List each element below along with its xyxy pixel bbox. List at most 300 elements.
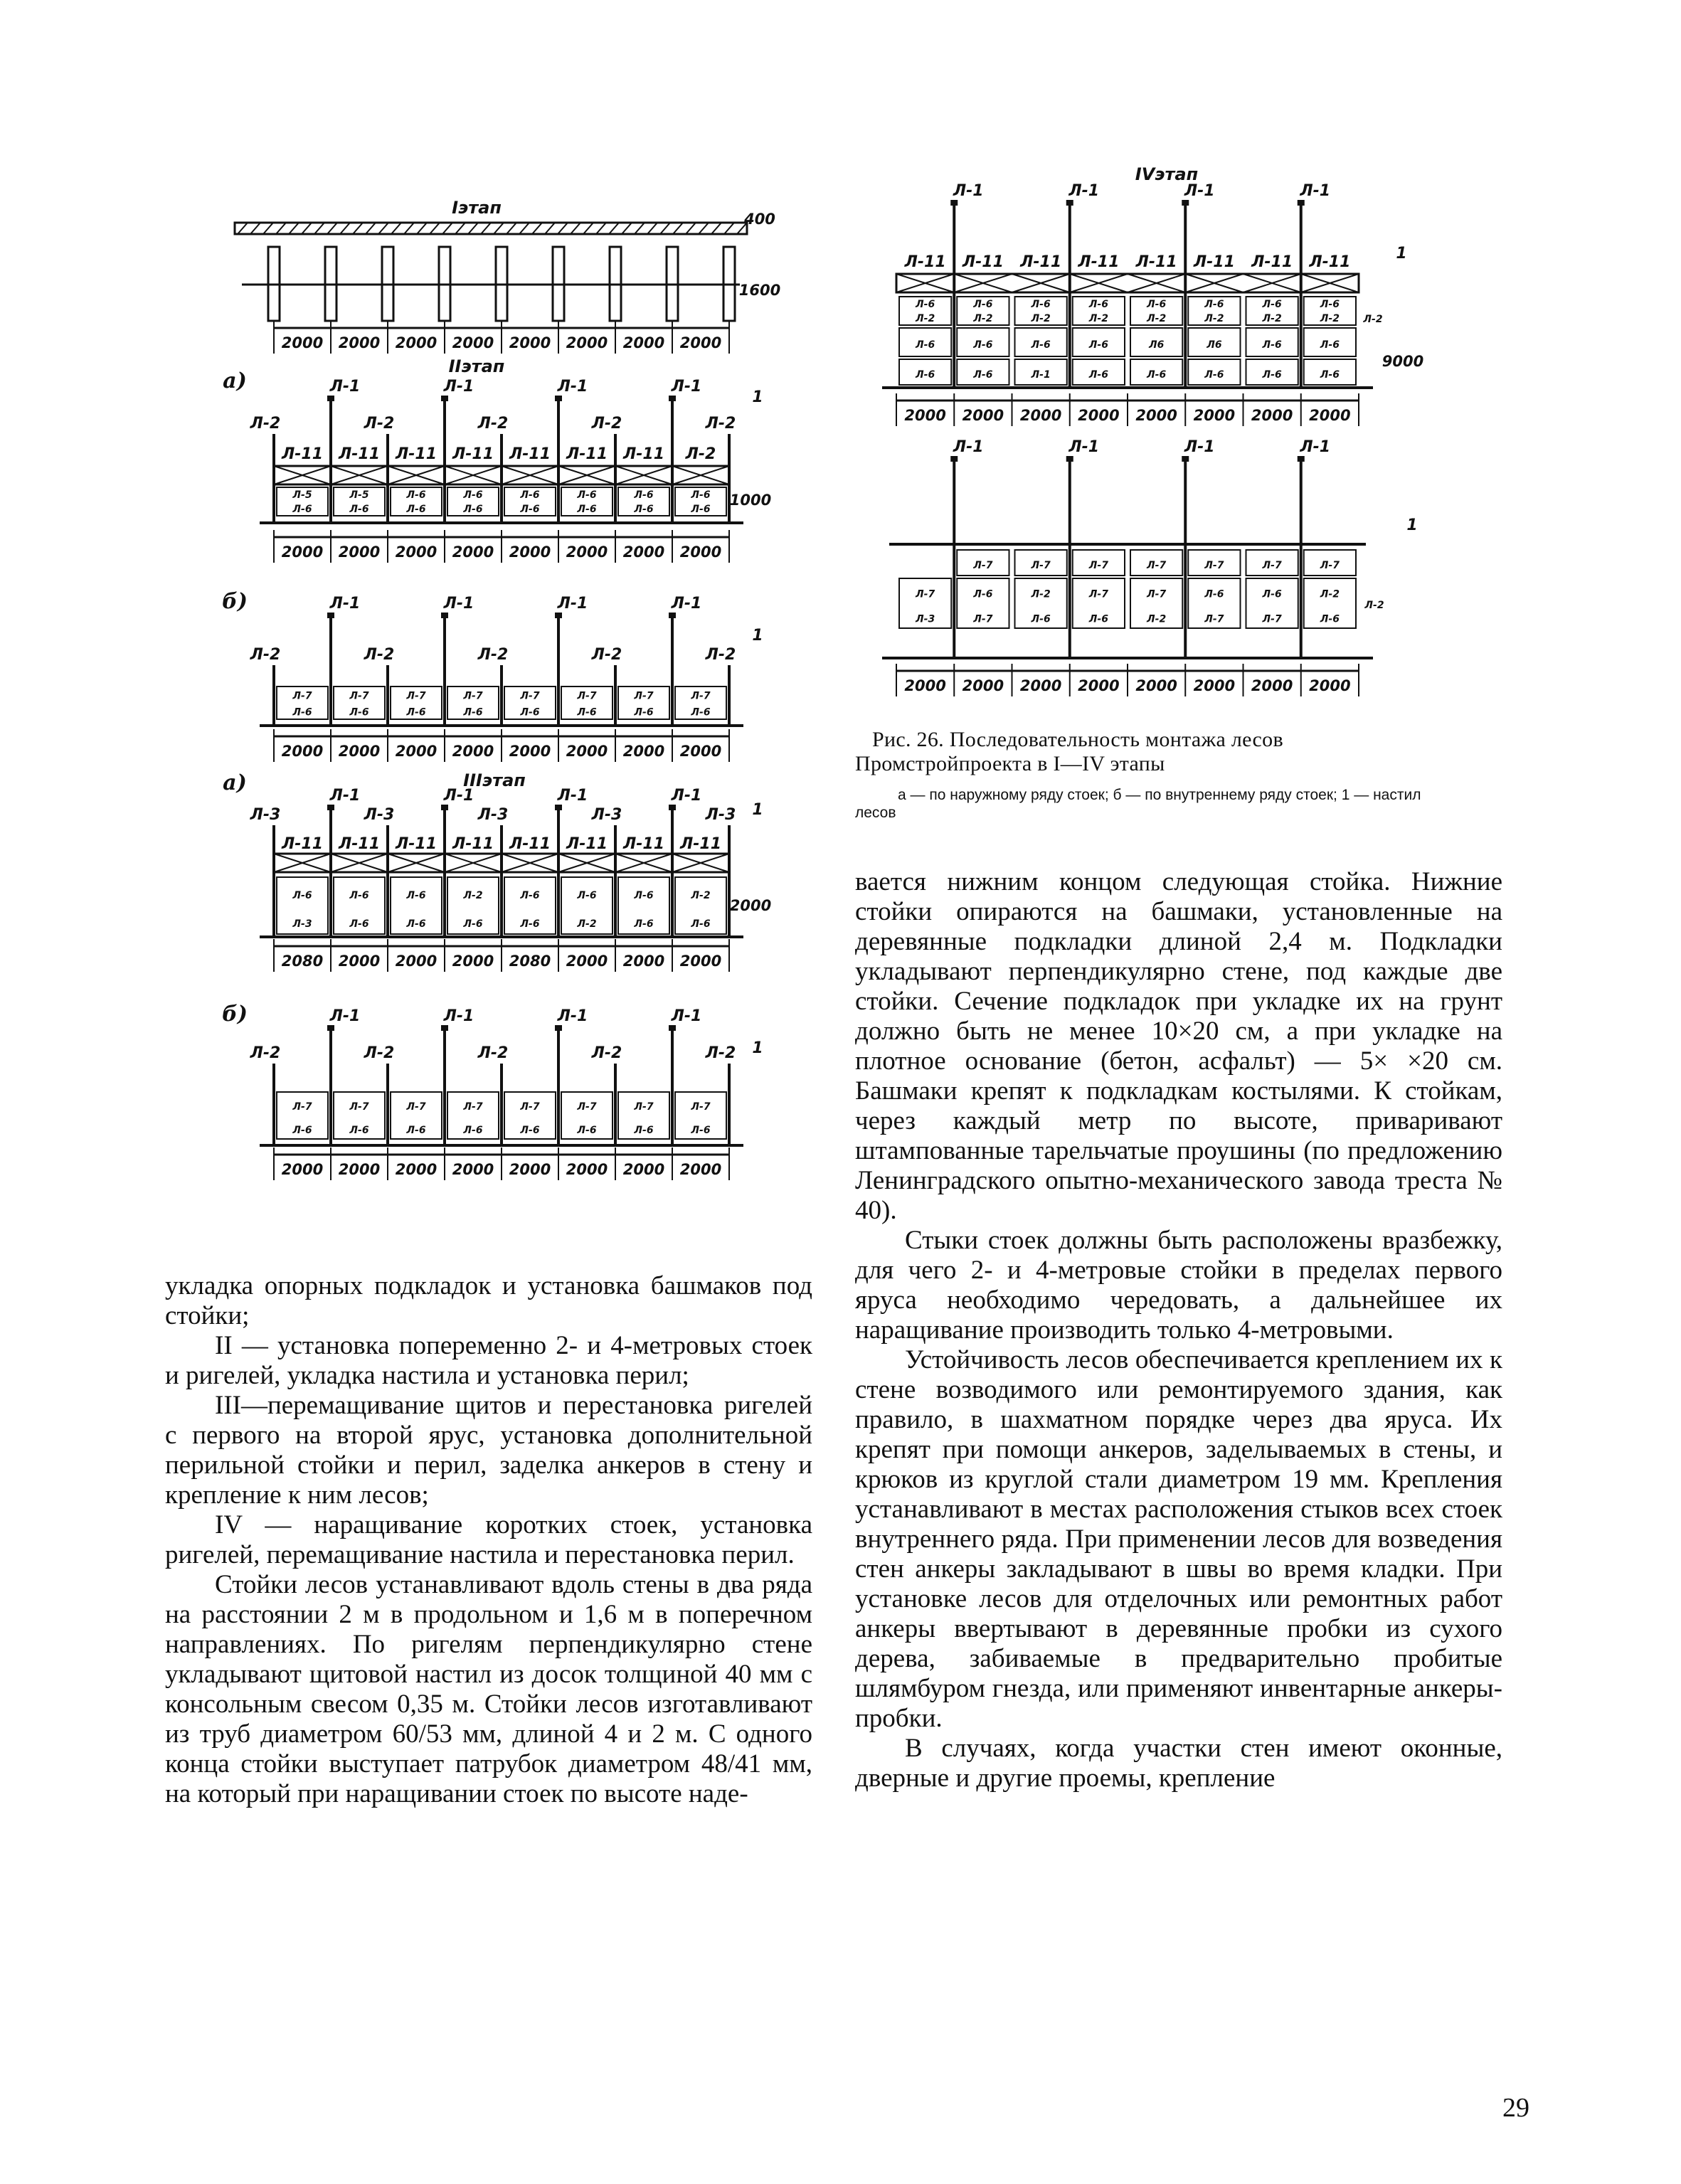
paragraph: В случаях, когда участки стен имеют оконные, дверные и другие проемы, крепление bbox=[855, 1734, 1502, 1793]
dim-value: 2000 bbox=[962, 677, 1004, 694]
dim-value: 2000 bbox=[338, 334, 381, 351]
figure-right-stage4 bbox=[861, 160, 1451, 715]
paragraph: IV — наращивание коротких стоек, установка ригелей, перемащивание настила и перестановка перил. bbox=[165, 1510, 812, 1569]
dim-value: 2000 bbox=[622, 953, 665, 970]
wall-hatch bbox=[468, 223, 478, 234]
post-cap bbox=[1298, 200, 1305, 206]
post-label: Л-1 bbox=[671, 1007, 702, 1025]
bay-label: Л-3 bbox=[916, 613, 935, 625]
post-cap bbox=[441, 1025, 448, 1031]
variant-label-b: б) bbox=[222, 589, 248, 614]
caption-title: Рис. 26. Последовательность монтажа лесов Промстройпроекта в I—IV этапы bbox=[855, 728, 1283, 775]
beam-label: Л-11 bbox=[622, 835, 665, 853]
rail-label: Л-2 bbox=[364, 1044, 395, 1062]
beam-label: Л-11 bbox=[622, 445, 665, 463]
rail-label: Л-2 bbox=[591, 415, 622, 433]
post-label: Л-1 bbox=[671, 787, 702, 805]
wall-hatch bbox=[558, 223, 568, 234]
beam-label: Л-11 bbox=[1020, 253, 1062, 271]
wall-hatch bbox=[404, 223, 414, 234]
dim-value: 2000 bbox=[452, 953, 494, 970]
bay-label: Л-6 bbox=[916, 299, 935, 310]
post-cap bbox=[1066, 456, 1073, 462]
post-cap bbox=[327, 805, 334, 810]
bay-label: Л-6 bbox=[463, 489, 483, 501]
bay-label: Л-6 bbox=[691, 489, 711, 501]
post-label: Л-1 bbox=[953, 438, 984, 456]
wall-hatch bbox=[545, 223, 555, 234]
dim-value: 2000 bbox=[452, 544, 494, 561]
bay-label: Л-6 bbox=[1204, 299, 1224, 310]
bay-label: Л-6 bbox=[406, 1124, 426, 1136]
bay-label: Л-6 bbox=[520, 489, 540, 501]
figure-caption bbox=[855, 728, 1424, 822]
bay-label: Л-6 bbox=[634, 1124, 654, 1136]
post-label: Л-1 bbox=[1300, 182, 1331, 200]
wall-hatch-band bbox=[235, 223, 747, 234]
callout-1: 1 bbox=[752, 627, 763, 645]
wall-hatch bbox=[327, 223, 337, 234]
dim-value: 2000 bbox=[679, 544, 722, 561]
post-cap bbox=[327, 1025, 334, 1031]
post-cap bbox=[441, 396, 448, 401]
bay-label: Л-6 bbox=[634, 918, 654, 930]
bay-label: Л-7 bbox=[1088, 560, 1108, 571]
caption-legend: а — по наружному ряду стоек; б — по внутреннему ряду стоек; 1 — настил лесов bbox=[855, 787, 1421, 821]
bay-label: Л-6 bbox=[577, 489, 597, 501]
post-label: Л-1 bbox=[443, 378, 474, 396]
dim-value: 2000 bbox=[338, 743, 381, 760]
beam-label: Л-11 bbox=[281, 835, 324, 853]
bay-label: Л-6 bbox=[577, 706, 597, 719]
bay-label: Л-6 bbox=[463, 1124, 483, 1136]
bay-label: Л-6 bbox=[1147, 369, 1167, 381]
dim-value: 2000 bbox=[395, 953, 438, 970]
post-label: Л-1 bbox=[329, 378, 361, 396]
bay-label: Л-6 bbox=[1320, 299, 1340, 310]
bay-label: Л-6 bbox=[916, 369, 935, 381]
bay-label: Л-6 bbox=[349, 504, 369, 515]
wall-hatch bbox=[660, 223, 670, 234]
bay-label: Л-2 bbox=[1031, 588, 1051, 600]
wall-hatch bbox=[571, 223, 580, 234]
bay-label: Л-7 bbox=[916, 588, 935, 600]
variant-label-b: б) bbox=[222, 1002, 248, 1027]
post-label: Л-1 bbox=[557, 787, 588, 805]
post-cap bbox=[1298, 456, 1305, 462]
bay-label: Л-6 bbox=[349, 706, 369, 719]
post-label: Л-1 bbox=[1300, 438, 1331, 456]
dim-value: 2000 bbox=[1135, 677, 1177, 694]
bay-label: Л-7 bbox=[292, 690, 312, 702]
bay-label: Л6 bbox=[1148, 339, 1165, 351]
dim-value: 2080 bbox=[509, 953, 551, 970]
dim-value: 2000 bbox=[679, 953, 722, 970]
wall-hatch bbox=[583, 223, 593, 234]
post-label: Л-1 bbox=[671, 595, 702, 613]
wall-hatch bbox=[635, 223, 645, 234]
bay-label: Л-6 bbox=[1088, 299, 1108, 310]
paragraph: III—перемащивание щитов и перестановка ригелей с первого на второй ярус, установка дополнительной перильной стойки и перил, заделка анкеров в стену и крепление к ним лесов; bbox=[165, 1391, 812, 1510]
bay-label: Л-7 bbox=[1031, 560, 1051, 571]
bay-label: Л-6 bbox=[1031, 299, 1051, 310]
bay-label: Л-6 bbox=[916, 339, 935, 351]
bay-label: Л-2 bbox=[1147, 313, 1167, 324]
dim-value: 2000 bbox=[338, 544, 381, 561]
dim-value: 2000 bbox=[1309, 407, 1351, 424]
dim-value: 2000 bbox=[509, 544, 551, 561]
paragraph: Устойчивость лесов обеспечивается креплением их к стене возводимого или ремонтируемого здания, как правило, в шахматном порядке через два яруса. Их крепят при помощи анкеров, заделываемых в стены, и крюков из круглой стали диаметром 19 мм. Крепления устанавливают в местах расположения стыков всех стоек внутреннего ряда. При применении лесов для возведения стен анкеры закладывают в швы во время кладки. При установке лесов для отделочных или ремонтных работ анкеры ввертывают в деревянные пробки из сухого дерева, забиваемые в предварительно пробитые шлямбуром гнезда, или применяют инвентарные анкеры-пробки. bbox=[855, 1345, 1502, 1733]
wall-hatch bbox=[519, 223, 529, 234]
side-label: Л-2 bbox=[1364, 600, 1384, 611]
bay-label: Л-7 bbox=[292, 1101, 312, 1113]
wall-hatch bbox=[455, 223, 465, 234]
bay-label: Л-6 bbox=[1204, 369, 1224, 381]
left-stage-drawings bbox=[222, 198, 780, 1180]
wall-hatch bbox=[724, 223, 734, 234]
rail-label: Л-2 bbox=[477, 646, 509, 664]
bay-label: Л-6 bbox=[520, 918, 540, 930]
bay-label: Л-6 bbox=[1262, 369, 1282, 381]
post-label: Л-1 bbox=[557, 595, 588, 613]
beam-label: Л-11 bbox=[566, 445, 608, 463]
bay-label: Л-2 bbox=[577, 918, 597, 930]
bay-label: Л-7 bbox=[1088, 588, 1108, 600]
bay-label: Л-6 bbox=[691, 1124, 711, 1136]
bay-label: Л-7 bbox=[634, 690, 654, 702]
page-number: 29 bbox=[1502, 2093, 1529, 2123]
bay-label: Л-7 bbox=[349, 1101, 369, 1113]
post-label: Л-1 bbox=[329, 1007, 361, 1025]
bay-label: Л-6 bbox=[1320, 613, 1340, 625]
rail-label: Л-3 bbox=[591, 806, 622, 824]
wall-hatch bbox=[686, 223, 696, 234]
dim-value: 2000 bbox=[395, 743, 438, 760]
bay-label: Л-7 bbox=[691, 690, 711, 702]
bay-label: Л-2 bbox=[1320, 313, 1340, 324]
post-label: Л-1 bbox=[443, 1007, 474, 1025]
dim-value: 2000 bbox=[622, 334, 665, 351]
beam-label: Л-11 bbox=[395, 835, 438, 853]
bay-label: Л-6 bbox=[1262, 339, 1282, 351]
wall-hatch bbox=[302, 223, 312, 234]
wall-hatch bbox=[263, 223, 273, 234]
bay-label: Л-6 bbox=[577, 890, 597, 901]
bay-label: Л-6 bbox=[1147, 299, 1167, 310]
dim-value: 2000 bbox=[452, 743, 494, 760]
paragraph: II — установка попеременно 2- и 4-метровых стоек и ригелей, укладка настила и установка перил; bbox=[165, 1331, 812, 1390]
dim-stage1-side: 1600 bbox=[738, 282, 781, 299]
bay-label: Л-6 bbox=[691, 918, 711, 930]
post-cap bbox=[950, 200, 958, 206]
bay-label: Л-7 bbox=[973, 613, 993, 625]
dim-value: 2000 bbox=[395, 334, 438, 351]
bay-label: Л-6 bbox=[1031, 339, 1051, 351]
bay-label: Л-6 bbox=[292, 706, 312, 719]
wall-hatch bbox=[276, 223, 286, 234]
bay-label: Л-6 bbox=[292, 504, 312, 515]
bay-label: Л-6 bbox=[973, 369, 993, 381]
bay-label: Л-6 bbox=[1031, 613, 1051, 625]
bay-label: Л-7 bbox=[1262, 613, 1282, 625]
dim-value: 2000 bbox=[452, 334, 494, 351]
deck-frame bbox=[896, 274, 1359, 292]
post-cap bbox=[441, 805, 448, 810]
rail-label: Л-3 bbox=[364, 806, 395, 824]
bay-label: Л-6 bbox=[463, 504, 483, 515]
dim-value: 2000 bbox=[622, 1161, 665, 1178]
dim-value: 2000 bbox=[679, 334, 722, 351]
dim-value: 2000 bbox=[1019, 407, 1062, 424]
bay-label: Л-7 bbox=[1147, 588, 1167, 600]
bay-label: Л-6 bbox=[520, 890, 540, 901]
wall-hatch bbox=[238, 223, 248, 234]
wall-hatch bbox=[289, 223, 299, 234]
post-label: Л-1 bbox=[443, 595, 474, 613]
dim-value: 2000 bbox=[566, 334, 608, 351]
post-label: Л-1 bbox=[329, 595, 361, 613]
bay-label: Л-2 bbox=[916, 313, 935, 324]
stage-label-3: IIIэтап bbox=[463, 770, 526, 790]
paragraph: Стыки стоек должны быть расположены вразбежку, для чего 2- и 4-метровые стойки в пределах первого яруса необходимо чередовать, а дальнейшее их наращивание производить только 4-метровыми. bbox=[855, 1226, 1502, 1345]
post-label: Л-1 bbox=[557, 1007, 588, 1025]
dim-value: 2000 bbox=[509, 1161, 551, 1178]
post-cap bbox=[555, 396, 562, 401]
bay-label: Л-6 bbox=[1262, 588, 1282, 600]
dim-value: 2000 bbox=[338, 953, 381, 970]
callout-1: 1 bbox=[752, 1039, 763, 1057]
callout-1: 1 bbox=[1396, 245, 1407, 263]
dim-value: 2000 bbox=[1019, 677, 1062, 694]
rail-label: Л-3 bbox=[250, 806, 281, 824]
variant-label-a: а) bbox=[223, 770, 247, 795]
rail-label: Л-2 bbox=[364, 646, 395, 664]
callout-1: 1 bbox=[752, 388, 763, 406]
wall-hatch bbox=[391, 223, 401, 234]
dim-value: 2000 bbox=[1078, 677, 1120, 694]
wall-hatch bbox=[494, 223, 504, 234]
wall-hatch bbox=[507, 223, 516, 234]
bay-label: Л-2 bbox=[1262, 313, 1282, 324]
bay-label: Л-7 bbox=[577, 1101, 597, 1113]
post-cap bbox=[1182, 456, 1189, 462]
bay-label: Л-7 bbox=[1204, 613, 1224, 625]
beam-label: Л-11 bbox=[1078, 253, 1120, 271]
variant-label-a: а) bbox=[223, 369, 247, 393]
bay-label: Л-6 bbox=[520, 1124, 540, 1136]
dim-stage3-side: 2000 bbox=[729, 897, 772, 914]
wall-hatch bbox=[481, 223, 491, 234]
dim-value: 2000 bbox=[1251, 407, 1293, 424]
dim-value: 2000 bbox=[566, 953, 608, 970]
post-cap bbox=[950, 456, 958, 462]
dim-value: 2000 bbox=[1078, 407, 1120, 424]
wall-hatch bbox=[340, 223, 350, 234]
bay-label: Л-2 bbox=[1320, 588, 1340, 600]
wall-hatch bbox=[442, 223, 452, 234]
rail-label: Л-2 bbox=[705, 646, 736, 664]
dim-value: 2080 bbox=[281, 953, 324, 970]
bay-label: Л-6 bbox=[1204, 588, 1224, 600]
beam-label: Л-11 bbox=[1309, 253, 1351, 271]
bay-label: Л-6 bbox=[349, 1124, 369, 1136]
post-cap bbox=[555, 805, 562, 810]
post-label: Л-1 bbox=[953, 182, 984, 200]
bay-label: Л-7 bbox=[577, 690, 597, 702]
post-cap bbox=[1182, 200, 1189, 206]
bay-label: Л-6 bbox=[406, 504, 426, 515]
bay-label: Л-2 bbox=[973, 313, 993, 324]
dim-value: 2000 bbox=[622, 743, 665, 760]
beam-label: Л-11 bbox=[452, 835, 494, 853]
bay-label: Л-7 bbox=[1204, 560, 1224, 571]
bay-label: Л-7 bbox=[1147, 560, 1167, 571]
post-cap bbox=[555, 1025, 562, 1031]
dim-value: 2000 bbox=[509, 334, 551, 351]
dim-value: 2000 bbox=[281, 544, 324, 561]
bay-label: Л-6 bbox=[292, 890, 312, 901]
rail-label: Л-2 bbox=[477, 415, 509, 433]
bay-label: Л-6 bbox=[634, 504, 654, 515]
bay-label: Л-6 bbox=[406, 918, 426, 930]
bay-label: Л-6 bbox=[973, 588, 993, 600]
post-cap bbox=[555, 613, 562, 618]
post-cap bbox=[327, 396, 334, 401]
post-label: Л-1 bbox=[1184, 182, 1215, 200]
beam-label: Л-11 bbox=[281, 445, 324, 463]
wall-hatch bbox=[711, 223, 721, 234]
dim-value: 2000 bbox=[395, 1161, 438, 1178]
dim-value: 2000 bbox=[1251, 677, 1293, 694]
rail-label: Л-3 bbox=[477, 806, 509, 824]
dim-value: 2000 bbox=[622, 544, 665, 561]
bay-label: Л-6 bbox=[349, 890, 369, 901]
post-cap bbox=[327, 613, 334, 618]
stage-label-2: IIэтап bbox=[448, 356, 505, 376]
rail-label: Л-2 bbox=[591, 646, 622, 664]
rail-label: Л-3 bbox=[705, 806, 736, 824]
dim-value: 2000 bbox=[566, 743, 608, 760]
bay-label: Л-2 bbox=[1204, 313, 1224, 324]
bay-label: Л-6 bbox=[973, 339, 993, 351]
beam-label: Л-11 bbox=[509, 445, 551, 463]
post-label: Л-1 bbox=[671, 378, 702, 396]
bay-label: Л-7 bbox=[634, 1101, 654, 1113]
bay-label: Л-6 bbox=[292, 1124, 312, 1136]
beam-label: Л-11 bbox=[395, 445, 438, 463]
bay-label: Л-6 bbox=[1320, 369, 1340, 381]
bay-label: Л-6 bbox=[577, 1124, 597, 1136]
bay-label: Л-6 bbox=[1088, 613, 1108, 625]
bay-label: Л-6 bbox=[463, 918, 483, 930]
bay-label: Л-6 bbox=[1320, 339, 1340, 351]
wall-hatch bbox=[366, 223, 376, 234]
right-stage-drawings bbox=[882, 164, 1423, 696]
post-label: Л-1 bbox=[329, 787, 361, 805]
dim-value: 2000 bbox=[962, 407, 1004, 424]
bay-label: Л-7 bbox=[520, 690, 540, 702]
rail-label: Л-2 bbox=[591, 1044, 622, 1062]
wall-hatch bbox=[699, 223, 709, 234]
bay-label: Л-2 bbox=[1147, 613, 1167, 625]
bay-label: Л-7 bbox=[1320, 560, 1340, 571]
post-label: Л-1 bbox=[1068, 438, 1100, 456]
callout-1: 1 bbox=[752, 801, 763, 819]
bay-label: Л-6 bbox=[691, 706, 711, 719]
dim-value: 2000 bbox=[452, 1161, 494, 1178]
bay-label: Л-7 bbox=[406, 1101, 426, 1113]
callout-1: 1 bbox=[1406, 516, 1418, 534]
rail-label: Л-2 bbox=[250, 1044, 281, 1062]
beam-label: Л-11 bbox=[509, 835, 551, 853]
paragraph: укладка опорных подкладок и установка башмаков под стойки; bbox=[165, 1271, 812, 1330]
bay-label: Л-1 bbox=[1031, 369, 1051, 381]
paragraph: Стойки лесов устанавливают вдоль стены в два ряда на расстоянии 2 м в продольном и 1,6 м в поперечном направлениях. По ригелям перпендикулярно стене укладывают щитовой настил из досок толщиной 40 мм с консольным свесом 0,35 м. Стойки лесов изготавливают из труб диаметром 60/53 мм, длиной 4 и 2 м. С одного конца стойки выступает патрубок диаметром 48/41 мм, на который при наращивании стоек по высоте наде- bbox=[165, 1570, 812, 1808]
post-cap bbox=[441, 613, 448, 618]
dim-value: 2000 bbox=[1193, 677, 1236, 694]
bay-label: Л-6 bbox=[520, 706, 540, 719]
beam-label: Л-11 bbox=[1251, 253, 1293, 271]
beam-label: Л-11 bbox=[679, 835, 722, 853]
bay-label: Л-6 bbox=[634, 489, 654, 501]
bay-label: Л-6 bbox=[406, 890, 426, 901]
dim-value: 2000 bbox=[1193, 407, 1236, 424]
dim-value: 2000 bbox=[509, 743, 551, 760]
bay-label: Л-7 bbox=[463, 1101, 483, 1113]
rail-label: Л-2 bbox=[250, 646, 281, 664]
post-cap bbox=[669, 805, 676, 810]
text-column-left bbox=[165, 1271, 812, 1809]
rail-label: Л-2 bbox=[705, 1044, 736, 1062]
dim-value: 2000 bbox=[1135, 407, 1177, 424]
dim-value: 2000 bbox=[281, 1161, 324, 1178]
bay-label: Л-2 bbox=[1088, 313, 1108, 324]
dim-stage1-top: 400 bbox=[744, 211, 775, 228]
wall-hatch bbox=[532, 223, 542, 234]
bay-label: Л-6 bbox=[691, 504, 711, 515]
beam-label: Л-11 bbox=[338, 445, 381, 463]
bay-label: Л-6 bbox=[406, 489, 426, 501]
rail-label: Л-2 bbox=[364, 415, 395, 433]
bay-label: Л-2 bbox=[1031, 313, 1051, 324]
dim-value: 2000 bbox=[281, 743, 324, 760]
wall-hatch bbox=[622, 223, 632, 234]
bay-label: Л-6 bbox=[349, 918, 369, 930]
side-label: Л-2 bbox=[1363, 314, 1383, 325]
beam-label: Л-11 bbox=[452, 445, 494, 463]
bay-label: Л-6 bbox=[406, 706, 426, 719]
post-cap bbox=[669, 613, 676, 618]
bay-label: Л-7 bbox=[463, 690, 483, 702]
dim-value: 2000 bbox=[1309, 677, 1351, 694]
post-label: Л-1 bbox=[443, 787, 474, 805]
wall-hatch bbox=[314, 223, 324, 234]
bay-label: Л-7 bbox=[349, 690, 369, 702]
beam-label: Л-11 bbox=[338, 835, 381, 853]
dim-value: 2000 bbox=[281, 334, 324, 351]
bay-label: Л-7 bbox=[691, 1101, 711, 1113]
bay-label: Л-7 bbox=[973, 560, 993, 571]
rail-label: Л-2 bbox=[477, 1044, 509, 1062]
wall-hatch bbox=[673, 223, 683, 234]
wall-hatch bbox=[250, 223, 260, 234]
bay-label: Л-3 bbox=[292, 918, 312, 930]
bay-label: Л-6 bbox=[973, 299, 993, 310]
bay-label: Л-6 bbox=[1088, 339, 1108, 351]
stage-label-4: IVэтап bbox=[1135, 164, 1199, 184]
bay-label: Л-6 bbox=[1262, 299, 1282, 310]
bay-label: Л-6 bbox=[634, 890, 654, 901]
